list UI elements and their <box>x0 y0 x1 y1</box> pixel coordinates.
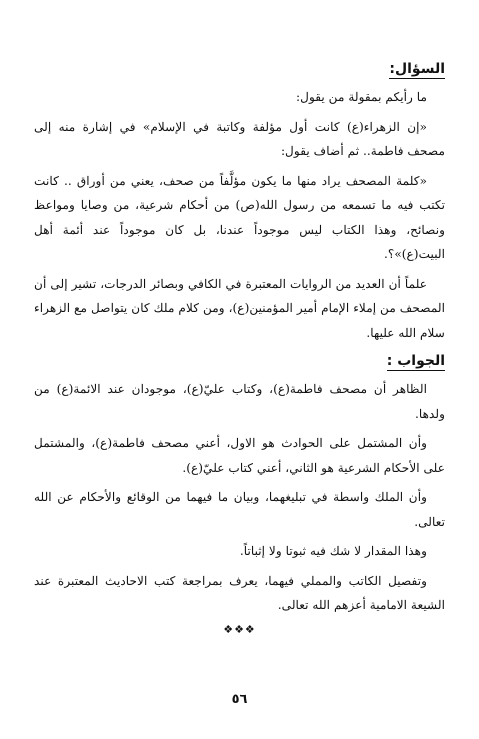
question-paragraph: «كلمة المصحف يراد منها ما يكون مؤلَّفاً من صحف، يعني من أوراق .. كانت تكتب فيه ما تسمعه من رسول الله(ص) من أحكام شرعية، من وصايا ومواعظ ونصائح، وهذا الكتاب ليس موجوداً عندنا، بل كان موجوداً عند أئمة أهل البيت(ع)»؟. <box>34 173 445 261</box>
page-number: ٥٦ <box>231 692 248 707</box>
answer-heading: الجواب : <box>386 353 445 369</box>
answer-paragraph: وهذا المقدار لا شك فيه ثبوتا ولا إثباتاً. <box>239 544 427 558</box>
question-paragraph: ما رأيكم بمقولة من يقول: <box>295 90 427 104</box>
question-paragraph: «إن الزهراء(ع) كانت أول مؤلفة وكاتبة في الإسلام» في إشارة منه إلى مصحف فاطمة.. ثم أضاف يقول: <box>34 119 445 158</box>
answer-paragraph: وأن المشتمل على الحوادث هو الاول، أعني مصحف فاطمة(ع)، والمشتمل على الأحكام الشرعية هو الثاني، أعني كتاب عليّ(ع). <box>34 436 445 475</box>
question-heading: السؤال: <box>389 61 445 77</box>
answer-section <box>34 350 445 618</box>
answer-paragraph: وتفصيل الكاتب والمملي فيهما، يعرف بمراجعة كتب الاحاديث المعتبرة عند الشيعة الامامية أعزهم الله تعالى. <box>34 573 445 612</box>
section-separator: ❖❖❖ <box>223 622 256 636</box>
question-paragraph: علماً أن العديد من الروايات المعتبرة في الكافي وبصائر الدرجات، تشير إلى أن المصحف من إملاء الإمام أمير المؤمنين(ع)، ومن كلام ملك كان يتواصل مع الزهراء سلام الله عليها. <box>34 276 445 340</box>
answer-paragraph: الظاهر أن مصحف فاطمة(ع)، وكتاب عليّ(ع)، موجودان عند الائمة(ع) من ولدها. <box>34 382 445 421</box>
answer-paragraph: وأن الملك واسطة في تبليغهما، وبيان ما فيهما من الوقائع والأحكام عن الله تعالى. <box>34 490 445 529</box>
question-section <box>34 58 445 345</box>
